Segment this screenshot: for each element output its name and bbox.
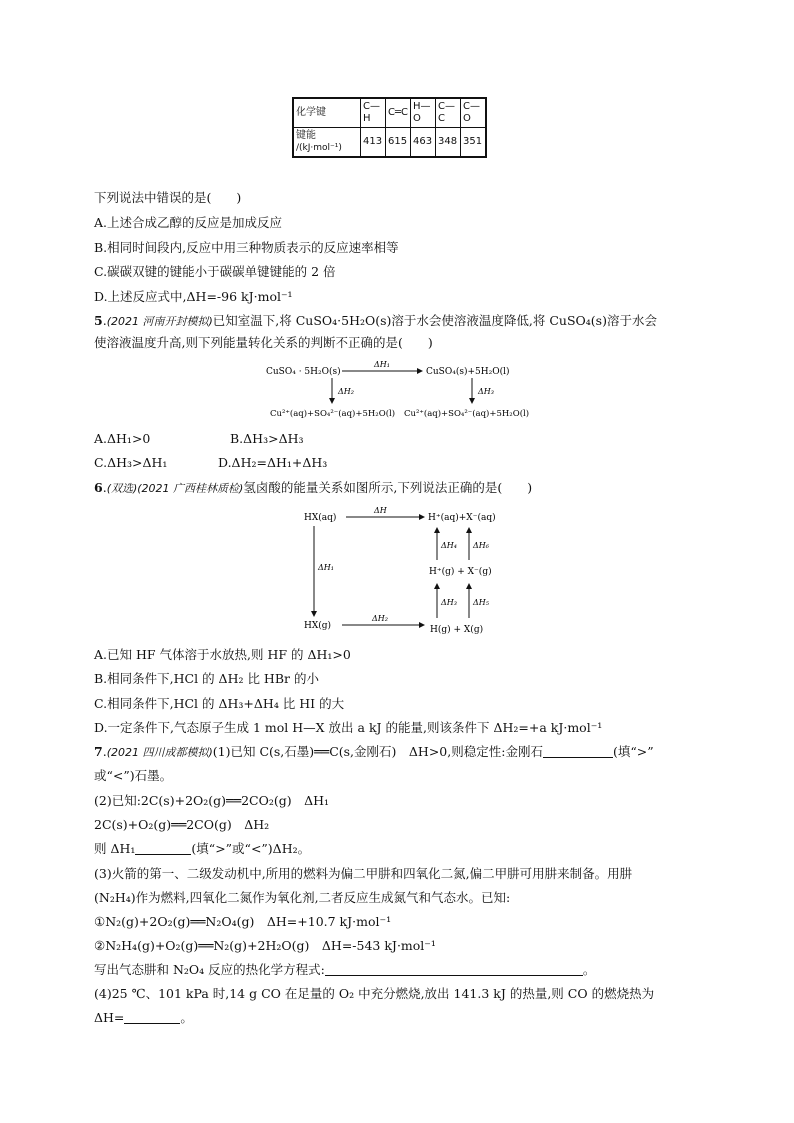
q6-dh-label: ΔH — [374, 506, 387, 515]
table-row — [293, 128, 486, 158]
q4-option-b: B.相同时间段内,反应中用三种物质表示的反应速率相等 — [94, 240, 399, 255]
q5-dh2-label: ΔH₂ — [338, 387, 354, 396]
energy-cell: 463 — [411, 128, 436, 158]
question-number: 5 — [94, 313, 103, 328]
table-header-label: 化学键 — [293, 98, 361, 128]
q6-option-b: B.相同条件下,HCl 的 ΔH₂ 比 HBr 的小 — [94, 671, 319, 686]
q5-option-d: D.ΔH₂=ΔH₁+ΔH₃ — [218, 455, 328, 470]
q7-p4-end: 。 — [180, 1010, 193, 1025]
q7-p3-line2: (N₂H₄)作为燃料,四氧化二氮作为氧化剂,二者反应生成氮气和气态水。已知: — [94, 890, 511, 905]
q4-stem: 下列说法中错误的是( ) — [94, 190, 242, 205]
question-source: (2021 河南开封模拟) — [106, 315, 213, 328]
q5-line1: 5.(2021 河南开封模拟)已知室温下,将 CuSO₄·5H₂O(s)溶于水会使溶液温度降低,将 CuSO₄(s)溶于水会 — [94, 313, 657, 328]
q6-option-d: D.一定条件下,气态原子生成 1 mol H—X 放出 a kJ 的能量,则该条件下 ΔH₂=+a kJ·mol⁻¹ — [94, 720, 603, 735]
q5-option-b: B.ΔH₃>ΔH₃ — [230, 431, 304, 446]
q5-top-right: CuSO₄(s)+5H₂O(l) — [426, 367, 510, 377]
bond-cell: C═C — [386, 98, 411, 128]
question-source: (2021 四川成都模拟) — [106, 746, 213, 759]
bond-cell: H—O — [411, 98, 436, 128]
q7-p1-line1: (1)已知 C(s,石墨)══C(s,金刚石) ΔH>0,则稳定性:金刚石 — [212, 744, 543, 759]
energy-cell: 413 — [361, 128, 386, 158]
energy-cell: 351 — [461, 128, 487, 158]
q7-p4-line2 — [94, 1010, 193, 1026]
bond-cell: C—O — [461, 98, 487, 128]
q4-option-a: A.上述合成乙醇的反应是加成反应 — [94, 215, 283, 230]
q7-p1-fill: (填“>” — [612, 744, 654, 759]
q7-p3-eq2: ②N₂H₄(g)+O₂(g)══N₂(g)+2H₂O(g) ΔH=-543 kJ·mol⁻¹ — [94, 938, 436, 953]
q6-option-c: C.相同条件下,HCl 的 ΔH₃+ΔH₄ 比 HI 的大 — [94, 696, 345, 711]
q7-p2-line3a: 则 ΔH₁ — [94, 841, 136, 856]
q7-p2-line2: 2C(s)+O₂(g)══2CO(g) ΔH₂ — [94, 817, 270, 832]
energy-cell: 615 — [386, 128, 411, 158]
q6-dh5-label: ΔH₅ — [473, 598, 489, 607]
q5-top-left: CuSO₄ · 5H₂O(s) — [266, 367, 341, 377]
q6-option-a: A.已知 HF 气体溶于水放热,则 HF 的 ΔH₁>0 — [94, 647, 351, 662]
q5-option-c: C.ΔH₃>ΔH₁ — [94, 455, 168, 470]
answer-blank[interactable] — [124, 1011, 180, 1024]
question-number: 6 — [94, 480, 103, 495]
q5-energy-diagram — [260, 358, 540, 424]
row-label-line1: 键能 — [296, 130, 316, 141]
bond-cell: C—C — [436, 98, 461, 128]
q5-options-row2 — [94, 455, 327, 471]
q7-p3-prompt: 写出气态肼和 N₂O₄ 反应的热化学方程式: — [94, 962, 325, 977]
q6-energy-diagram — [296, 504, 506, 636]
q7-p4-prefix: ΔH= — [94, 1010, 125, 1025]
question-source: (双选)(2021 广西桂林质检) — [106, 482, 244, 495]
q6-atoms-g: H(g) + X(g) — [430, 625, 484, 635]
row-label — [293, 128, 361, 158]
q6-text: 氢卤酸的能量关系如图所示,下列说法正确的是( ) — [243, 480, 533, 495]
q7-p2-line1: (2)已知:2C(s)+2O₂(g)══2CO₂(g) ΔH₁ — [94, 793, 330, 808]
q7-p1-line2: 或“<”)石墨。 — [94, 768, 173, 783]
q4-option-c: C.碳碳双键的键能小于碳碳单键键能的 2 倍 — [94, 264, 336, 279]
q6-dh1-label: ΔH₁ — [318, 563, 334, 572]
q7-p3-line1: (3)火箭的第一、二级发动机中,所用的燃料为偏二甲肼和四氧化二氮,偏二甲肼可用肼来制备。用肼 — [94, 866, 633, 881]
q7-p3-end: 。 — [582, 962, 596, 977]
q5-dh1-label: ΔH₁ — [374, 360, 390, 369]
row-label-line2: /(kJ·mol⁻¹) — [296, 143, 342, 153]
q7-line1: 7.(2021 四川成都模拟)(1)已知 C(s,石墨)══C(s,金刚石) ΔH>0,则稳定性:金刚石 (填“>” — [94, 744, 654, 759]
q6-ions-g: H⁺(g) + X⁻(g) — [429, 567, 492, 577]
q4-option-d: D.上述反应式中,ΔH=-96 kJ·mol⁻¹ — [94, 289, 293, 304]
q7-p2-line3b: (填“>”或“<”)ΔH₂。 — [191, 841, 311, 856]
q6-hx-aq: HX(aq) — [304, 513, 337, 523]
q5-dh3-label: ΔH₃ — [478, 387, 494, 396]
q6-ions-aq: H⁺(aq)+X⁻(aq) — [428, 513, 496, 523]
q5-text-line2: 使溶液温度升高,则下列能量转化关系的判断不正确的是( ) — [94, 335, 433, 350]
q6-dh4-label: ΔH₄ — [441, 541, 457, 550]
q7-p3-line5 — [94, 962, 595, 978]
answer-blank[interactable] — [325, 963, 583, 976]
energy-cell: 348 — [436, 128, 461, 158]
q5-text-line1: 已知室温下,将 CuSO₄·5H₂O(s)溶于水会使溶液温度降低,将 CuSO₄(s)溶于水会 — [212, 313, 657, 328]
q6-dh6-label: ΔH₆ — [473, 541, 489, 550]
q6-line1: 6.(双选)(2021 广西桂林质检)氢卤酸的能量关系如图所示,下列说法正确的是( ) — [94, 480, 533, 495]
q7-p2-line3 — [94, 841, 310, 857]
bond-energy-table — [292, 97, 487, 158]
q5-option-a: A.ΔH₁>0 — [94, 431, 151, 446]
answer-blank[interactable] — [543, 745, 613, 758]
table-row — [293, 98, 486, 128]
q6-hx-g: HX(g) — [304, 621, 332, 631]
bond-cell: C—H — [361, 98, 386, 128]
q7-p3-eq1: ①N₂(g)+2O₂(g)══N₂O₄(g) ΔH=+10.7 kJ·mol⁻¹ — [94, 914, 392, 929]
q7-p4-line1: (4)25 ℃、101 kPa 时,14 g CO 在足量的 O₂ 中充分燃烧,放出 141.3 kJ 的热量,则 CO 的燃烧热为 — [94, 986, 655, 1001]
answer-blank[interactable] — [135, 842, 191, 855]
q6-dh2-label: ΔH₂ — [372, 614, 388, 623]
q5-bottom-right: Cu²⁺(aq)+SO₄²⁻(aq)+5H₂O(l) — [404, 409, 530, 419]
q6-dh3-label: ΔH₃ — [441, 598, 457, 607]
q5-options-row1 — [94, 431, 304, 447]
q5-bottom-left: Cu²⁺(aq)+SO₄²⁻(aq)+5H₂O(l) — [270, 409, 396, 419]
question-number: 7 — [94, 744, 103, 759]
